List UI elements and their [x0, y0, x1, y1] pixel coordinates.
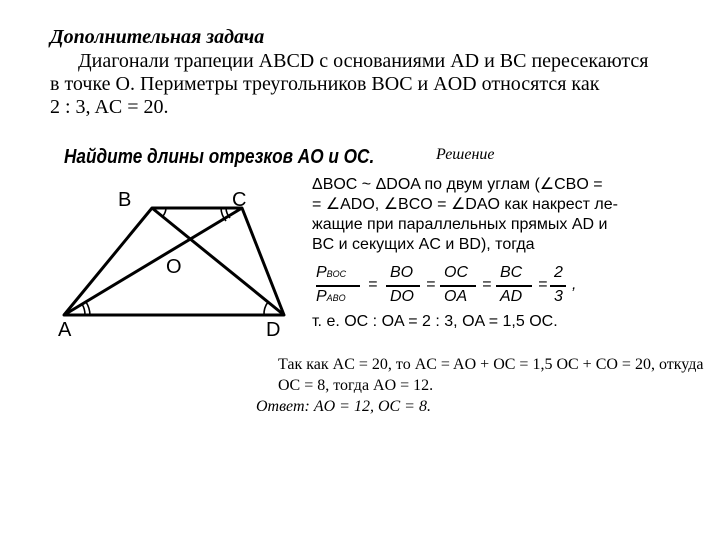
solution-line-4: BC и секущих AC и BD), тогда — [312, 236, 535, 253]
solution-line-3: жащие при параллельных прямых AD и — [312, 216, 608, 233]
task-text: Найдите длины отрезков AO и OC. — [64, 146, 375, 168]
equals-sign: = — [426, 276, 436, 293]
perimeter-boc: PBOC — [316, 264, 347, 281]
trapezoid-figure — [52, 180, 302, 340]
label-o: O — [166, 256, 182, 278]
equals-sign: = — [482, 276, 492, 293]
problem-line-3: 2 : 3, AC = 20. — [50, 96, 169, 118]
comma: , — [572, 276, 577, 293]
ratio-conclusion: т. е. OC : OA = 2 : 3, OA = 1,5 OC. — [312, 313, 558, 330]
angle-arc-d — [264, 302, 268, 315]
fraction-bar — [316, 285, 360, 287]
fraction-bar — [386, 285, 420, 287]
final-computation — [256, 354, 704, 417]
answer-line: Ответ: AO = 12, OC = 8. — [256, 398, 431, 415]
fraction-2-num: OC — [444, 264, 468, 281]
perimeter-abo: PABO — [316, 288, 346, 305]
problem-statement — [50, 50, 649, 119]
fraction-4-den: 3 — [554, 288, 563, 305]
label-d: D — [266, 319, 281, 340]
diagonal-ac — [64, 208, 242, 315]
equals-sign: = — [538, 276, 548, 293]
fraction-3-num: BC — [500, 264, 523, 281]
fraction-2-den: OA — [444, 288, 468, 305]
solution-text — [312, 175, 690, 255]
fraction-bar — [440, 285, 476, 287]
solution-line-2: = ∠ADO, ∠BCO = ∠DAO как накрест ле- — [312, 196, 618, 213]
fraction-1-den: DO — [390, 288, 414, 305]
computation-line-1: Так как AC = 20, то AC = AO + OC = 1,5 OC + CO = 20, откуда — [278, 356, 704, 373]
angle-arc-a-1 — [82, 304, 85, 315]
equals-sign: = — [368, 276, 378, 293]
fraction-bar — [496, 285, 532, 287]
fraction-1-num: BO — [390, 264, 414, 281]
ratio-equation — [316, 262, 616, 312]
fraction-3-den: AD — [500, 288, 523, 305]
angle-arc-a-2 — [86, 302, 90, 315]
solution-line-1: ΔBOC ~ ΔDOA по двум углам (∠CBO = — [312, 176, 603, 193]
fraction-bar — [550, 285, 566, 287]
solution-heading: Решение — [436, 146, 495, 163]
problem-heading: Дополнительная задача — [50, 26, 265, 48]
problem-line-1: Диагонали трапеции ABCD с основаниями AD и BC пересекаются — [78, 50, 649, 72]
problem-line-2: в точке O. Периметры треугольников BOC и AOD относятся как — [50, 73, 600, 95]
label-a: A — [58, 319, 72, 340]
label-b: B — [118, 189, 132, 211]
fraction-4-num: 2 — [554, 264, 563, 281]
computation-line-2: OC = 8, тогда AO = 12. — [278, 377, 434, 394]
label-c: C — [232, 189, 247, 211]
